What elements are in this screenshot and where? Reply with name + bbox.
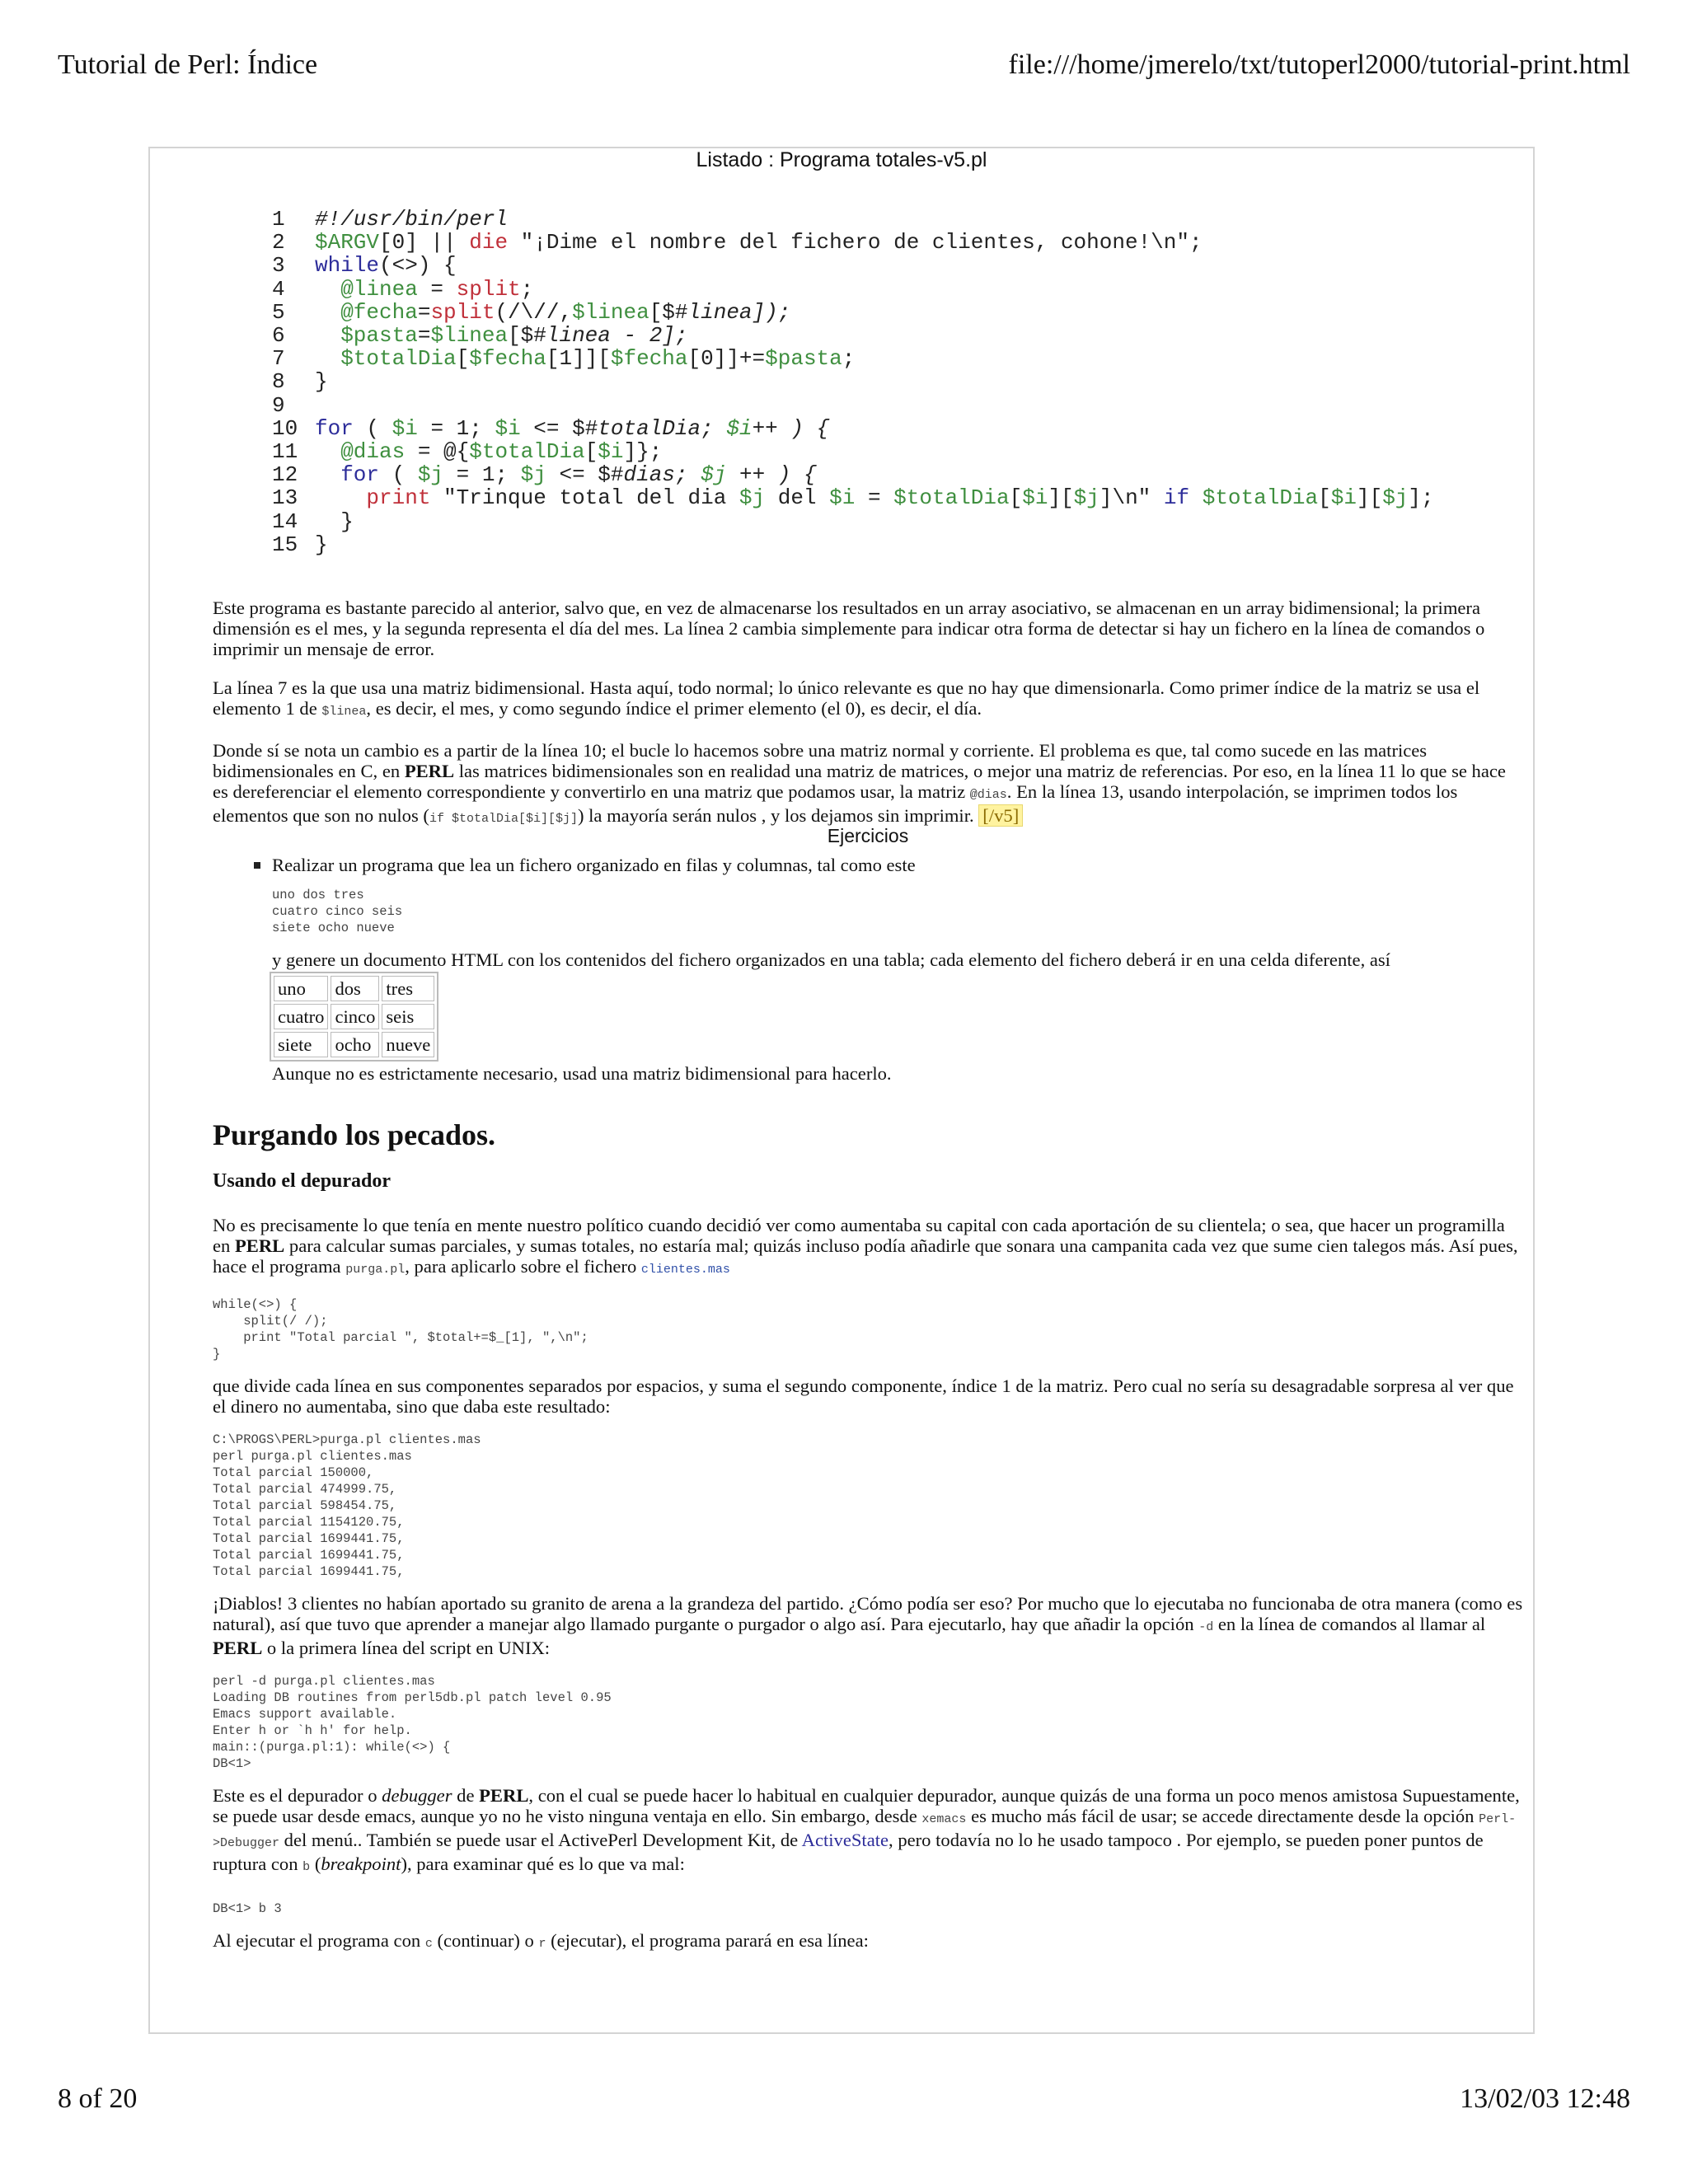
code-token: = xyxy=(417,299,431,325)
line-number: 1 xyxy=(272,207,285,232)
code-token: $j xyxy=(738,485,766,511)
code-token: ++ ) { xyxy=(752,415,830,441)
code-line-3 xyxy=(272,254,1434,277)
sample-file-content: uno dos tres cuatro cinco seis siete ocho nueve xyxy=(272,888,403,935)
code-token: "¡Dime el nombre del fichero de clientes, cohone!\n"; xyxy=(508,230,1203,255)
line-number: 15 xyxy=(272,532,298,557)
inline-code: c xyxy=(424,1937,433,1951)
code-token: [0] || xyxy=(379,230,470,255)
text-run: , con el cual se puede hacer lo habitual en cualquier depurador, aunque quizás de una forma un poco menos amistosa Supuestamente, se puede usar desde emacs, aunque yo no he visto ninguna ventaja en ello. Sin embargo, desde xyxy=(213,1785,1520,1826)
line-number: 4 xyxy=(272,276,285,302)
perl-bold: PERL xyxy=(234,1235,285,1256)
code-token: del xyxy=(765,485,830,511)
perl-bold: PERL xyxy=(479,1785,529,1806)
text-run: No es precisamente lo que tenía en mente nuestro político cuando decidió ver como aumentaba su capital con cada aportación de su clientela; o sea, que hacer un programilla en xyxy=(213,1215,1505,1256)
code-token: print xyxy=(315,485,431,511)
code-token: } xyxy=(315,509,354,534)
code-token: [1]][ xyxy=(546,346,611,372)
text-run: Este es el depurador o xyxy=(213,1785,382,1806)
code-token: ( xyxy=(353,415,392,441)
inline-code: Perl->Debugger xyxy=(213,1812,1517,1850)
inline-code: purga.pl xyxy=(345,1263,406,1277)
exercises-list xyxy=(213,855,1523,1084)
code-token: = @{ xyxy=(405,439,470,465)
italic-term: debugger xyxy=(382,1785,452,1806)
code-token: $j xyxy=(520,462,546,488)
code-token: ( xyxy=(379,462,418,488)
code-token: [ xyxy=(584,439,598,465)
inline-code: if $totalDia[$i][$j] xyxy=(429,812,578,826)
code-token: "Trinque total del dia xyxy=(430,485,739,511)
code-token: $totalDia xyxy=(1202,485,1319,511)
activestate-link[interactable]: ActiveState xyxy=(801,1830,889,1850)
code-line-13 xyxy=(272,486,1434,509)
text-run: . En la línea 13, usando interpolación, se imprimen todos los elementos que son no nulos ( xyxy=(213,781,1458,826)
code-line-9 xyxy=(272,394,1434,417)
listing-caption: Listado : Programa totales-v5.pl xyxy=(696,148,987,171)
line-number: 12 xyxy=(272,462,298,488)
code-token: @dias xyxy=(315,439,406,465)
print-header-url: file:///home/jmerelo/txt/tutoperl2000/tutorial-print.html xyxy=(1008,49,1630,80)
code-token: for xyxy=(315,415,354,441)
table-cell: seis xyxy=(382,1004,434,1029)
version-annotation[interactable]: [/v5] xyxy=(978,804,1023,827)
table-row xyxy=(274,976,434,1001)
table-cell: dos xyxy=(331,976,379,1001)
code-token: $pasta xyxy=(315,323,418,349)
code-line-14 xyxy=(272,510,1434,533)
print-footer-page: 8 of 20 xyxy=(58,2083,138,2114)
text-run: Al ejecutar el programa con xyxy=(213,1930,425,1951)
code-token: (/\//, xyxy=(495,299,573,325)
table-cell: tres xyxy=(382,976,434,1001)
line-number: 2 xyxy=(272,230,285,255)
code-line-15 xyxy=(272,533,1434,556)
code-token: for xyxy=(315,462,380,488)
text-run: ) la mayoría serán nulos , y los dejamos sin imprimir. xyxy=(577,805,979,826)
code-token: dias; xyxy=(623,462,701,488)
exercise-closing: Aunque no es estrictamente necesario, usad una matriz bidimensional para hacerlo. xyxy=(272,1063,892,1084)
code-token: $i xyxy=(1022,485,1048,511)
code-token: while xyxy=(315,253,380,279)
code-token: $fecha xyxy=(469,346,546,372)
code-token: ]; xyxy=(1408,485,1434,511)
code-line-11 xyxy=(272,440,1434,463)
code-block-purga: while(<>) { split(/ /); print "Total parcial ", $total+=$_[1], ",\n"; } xyxy=(213,1297,588,1361)
text-run: , para aplicarlo sobre el fichero xyxy=(405,1256,641,1277)
print-header-title: Tutorial de Perl: Índice xyxy=(58,49,318,80)
text-run: (continuar) o xyxy=(432,1930,539,1951)
code-token: = xyxy=(417,276,457,302)
paragraph-5: que divide cada línea en sus componentes separados por espacios, y suma el segundo componente, índice 1 de la matriz. Pero cual no sería su desagradable sorpresa al ver que el dinero no aumentaba, sino que daba este resultado: xyxy=(213,1376,1514,1417)
code-block-breakpoint: DB<1> b 3 xyxy=(213,1901,282,1916)
code-token: = 1; xyxy=(443,462,521,488)
text-run: La línea 7 es la que usa una matriz bidimensional. Hasta aquí, todo normal; lo único relevante es que no hay que dimensionarla. Como primer índice de la matriz se usa el elemento 1 de xyxy=(213,677,1480,719)
code-token: [ xyxy=(1009,485,1023,511)
code-token: $totalDia xyxy=(469,439,585,465)
text-run: o la primera línea del script en UNIX: xyxy=(262,1638,551,1658)
code-token: $i xyxy=(392,415,418,441)
text-run: ¡Diablos! 3 clientes no habían aportado su granito de arena a la grandeza del partido. ¿Cómo podía ser eso? Por mucho que lo ejecutaba no funcionaba de otra manera (como es natural), así que tuvo que aprender a manejar algo llamado purgante o purgador o algo así. Para ejecutarlo, hay que añadir la opción xyxy=(213,1593,1523,1634)
inline-code: r xyxy=(538,1937,546,1951)
code-token: = xyxy=(855,485,894,511)
code-token: $j xyxy=(417,462,444,488)
inline-code: -d xyxy=(1198,1620,1214,1634)
exercise-text: Realizar un programa que lea un fichero organizado en filas y columnas, tal como este xyxy=(272,855,916,875)
perl-bold: PERL xyxy=(404,761,455,781)
text-run: de xyxy=(452,1785,480,1806)
line-number: 11 xyxy=(272,439,298,465)
code-token: = 1; xyxy=(417,415,495,441)
code-token: $ARGV xyxy=(315,230,380,255)
line-number: 13 xyxy=(272,485,298,511)
code-token: [0]]+= xyxy=(687,346,766,372)
code-block-debugger: perl -d purga.pl clientes.mas Loading DB routines from perl5db.pl patch level 0.95 Emacs support available. Enter h or `h h' for help. main::(purga.pl:1): while(<>) { DB<1> xyxy=(213,1674,612,1771)
inline-code: xemacs xyxy=(921,1812,967,1826)
line-number: 9 xyxy=(272,392,285,418)
code-line-12 xyxy=(272,463,1434,486)
code-token: [$# xyxy=(508,323,546,349)
line-number: 6 xyxy=(272,323,285,349)
code-token: ]\n" xyxy=(1099,485,1164,511)
code-token: $j xyxy=(701,462,727,488)
text-run: Donde sí se nota un cambio es a partir de la línea 10; el bucle lo hacemos sobre una matriz normal y corriente. El problema es que, tal como sucede en las matrices bidimensionales en C, en xyxy=(213,740,1428,781)
paragraph-4 xyxy=(213,1215,1523,1280)
code-token: [$# xyxy=(649,299,688,325)
code-token: $j xyxy=(1073,485,1100,511)
code-token: totalDia; xyxy=(598,415,727,441)
print-footer-datetime: 13/02/03 12:48 xyxy=(1460,2083,1630,2114)
code-token: linea - 2]; xyxy=(546,323,688,349)
text-run: del menú.. También se puede usar el ActivePerl Development Kit, de xyxy=(279,1830,802,1850)
code-token: } xyxy=(315,532,328,557)
code-token: $totalDia xyxy=(893,485,1010,511)
line-number: 14 xyxy=(272,509,298,534)
code-token: #!/usr/bin/perl xyxy=(315,207,509,232)
italic-term: breakpoint xyxy=(321,1854,401,1874)
example-table xyxy=(270,972,438,1062)
exercises-title: Ejercicios xyxy=(827,825,909,846)
paragraph-8 xyxy=(213,1930,1523,1954)
table-row xyxy=(274,1032,434,1057)
code-token: split xyxy=(456,276,521,302)
text-run: en la línea de comandos al llamar al xyxy=(1213,1614,1486,1634)
line-number: 10 xyxy=(272,415,298,441)
text-run: (ejecutar), el programa parará en esa línea: xyxy=(546,1930,869,1951)
bullet-icon xyxy=(254,862,260,869)
paragraph-6 xyxy=(213,1593,1523,1658)
text-run: ( xyxy=(310,1854,321,1874)
inline-code-link[interactable]: clientes.mas xyxy=(640,1263,730,1277)
section-title: Purgando los pecados. xyxy=(213,1118,496,1151)
code-token xyxy=(1189,485,1203,510)
code-token: (<>) { xyxy=(379,253,457,279)
code-token: $i xyxy=(726,415,753,441)
table-cell: cinco xyxy=(331,1004,379,1029)
table-cell: siete xyxy=(274,1032,328,1057)
code-line-4 xyxy=(272,278,1434,301)
text-run: es mucho más fácil de usar; se accede directamente desde la opción xyxy=(966,1806,1479,1826)
code-token: if xyxy=(1163,485,1190,511)
code-listing xyxy=(272,208,1434,556)
code-line-7 xyxy=(272,347,1434,370)
code-token: $i xyxy=(598,439,624,465)
page-frame xyxy=(148,147,1535,2034)
code-token: ++ ) { xyxy=(726,462,817,488)
paragraph-2 xyxy=(213,677,1523,722)
inline-code: @dias xyxy=(969,788,1007,802)
code-token: $totalDia xyxy=(315,346,457,372)
line-number: 3 xyxy=(272,253,285,279)
code-token: <= $# xyxy=(520,415,598,441)
code-line-8 xyxy=(272,370,1434,393)
code-line-1 xyxy=(272,208,1434,231)
exercise-after-sample: y genere un documento HTML con los contenidos del fichero organizados en una tabla; cada elemento del fichero deberá ir en una celda diferente, así xyxy=(272,949,1390,970)
code-token: $pasta xyxy=(765,346,842,372)
line-number: 5 xyxy=(272,299,285,325)
code-token: ; xyxy=(520,276,534,302)
table-row xyxy=(274,1004,434,1029)
section-subtitle: Usando el depurador xyxy=(213,1170,392,1192)
code-token: = xyxy=(417,323,431,349)
code-token: [ xyxy=(456,346,470,372)
code-token: $i xyxy=(1330,485,1357,511)
code-token: @linea xyxy=(315,276,418,302)
code-line-6 xyxy=(272,324,1434,347)
code-token: die xyxy=(469,230,509,255)
code-token: $linea xyxy=(572,299,649,325)
code-token: ][ xyxy=(1048,485,1074,511)
code-token: [ xyxy=(1318,485,1331,511)
table-cell: nueve xyxy=(382,1032,434,1057)
inline-code: b xyxy=(302,1860,311,1874)
paragraph-1: Este programa es bastante parecido al anterior, salvo que, en vez de almacenarse los resultados en un array asociativo, se almacenan en un array bidimensional; la primera dimensión es el mes, y la segunda representa el día del mes. La línea 2 cambia simplemente para indicar otra forma de detectar si hay un fichero en la línea de comandos o imprimir un mensaje de error. xyxy=(213,598,1485,659)
paragraph-7 xyxy=(213,1785,1523,1877)
code-token: <= $# xyxy=(546,462,624,488)
exercise-item xyxy=(272,855,1523,1084)
code-token: $i xyxy=(495,415,521,441)
text-run: , pero todavía no lo he usado tampoco . Por ejemplo, se pueden poner puntos de ruptura con xyxy=(213,1830,1484,1874)
line-number: 8 xyxy=(272,369,285,395)
code-token: linea]); xyxy=(687,299,791,325)
code-token: } xyxy=(315,369,328,395)
code-token: @fecha xyxy=(315,299,418,325)
code-token: $j xyxy=(1382,485,1409,511)
code-token: $linea xyxy=(430,323,509,349)
line-number: 7 xyxy=(272,346,285,372)
code-token: $fecha xyxy=(610,346,688,372)
table-cell: ocho xyxy=(331,1032,379,1057)
table-cell: uno xyxy=(274,976,328,1001)
code-line-5 xyxy=(272,301,1434,324)
paragraph-3 xyxy=(213,740,1523,829)
code-token: ; xyxy=(842,346,856,372)
code-block-output: C:\PROGS\PERL>purga.pl clientes.mas perl purga.pl clientes.mas Total parcial 150000, Total parcial 474999.75, Total parcial 598454.75, Total parcial 1154120.75, Total parcial 1699441.75, Total parcial 1699441.75, Total parcial 1699441.75, xyxy=(213,1432,481,1579)
code-line-2 xyxy=(272,231,1434,254)
text-run: ), para examinar qué es lo que va mal: xyxy=(401,1854,685,1874)
article-body xyxy=(213,598,1523,1972)
code-token: split xyxy=(430,299,495,325)
table-cell: cuatro xyxy=(274,1004,328,1029)
code-token: ]}; xyxy=(623,439,663,465)
text-run: las matrices bidimensionales son en realidad una matriz de matrices, o mejor una matriz de referencias. Por eso, en la línea 11 lo que se hace es dereferenciar el elemento correspondiente y convertirlo en una matriz que podamos usar, la matriz xyxy=(213,761,1506,802)
code-token: $i xyxy=(829,485,856,511)
text-run: para calcular sumas parciales, y sumas totales, no estaría mal; quizás incluso podía añadirle que sonara una campanita cada vez que sume cien talegos más. Así pues, hace el programa xyxy=(213,1235,1518,1277)
code-token: ][ xyxy=(1356,485,1383,511)
perl-bold: PERL xyxy=(213,1638,263,1658)
inline-code: $linea xyxy=(321,705,367,719)
code-line-10 xyxy=(272,417,1434,440)
text-run: , es decir, el mes, y como segundo índice el primer elemento (el 0), es decir, el día. xyxy=(366,698,982,719)
